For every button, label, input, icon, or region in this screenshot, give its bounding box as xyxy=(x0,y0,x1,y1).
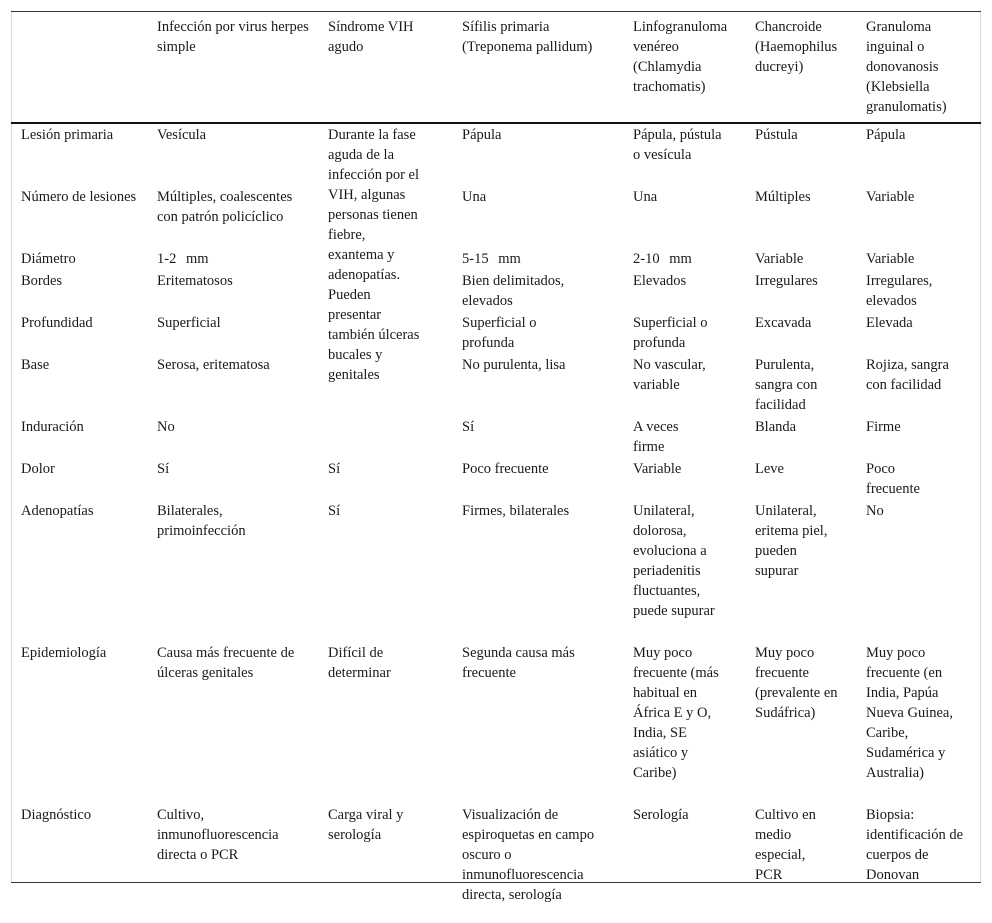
table-cell: No xyxy=(157,419,175,435)
table-cell: Leve xyxy=(755,461,784,477)
table-cell: Cultivo, inmunofluorescencia directa o PCR xyxy=(157,807,279,863)
row-label: Adenopatías xyxy=(21,503,94,519)
header-linfogranuloma: Linfogranuloma venéreo (Chlamydia trachomatis) xyxy=(633,19,728,95)
table-cell: Carga viral y serología xyxy=(328,807,404,843)
table-cell: Blanda xyxy=(755,419,797,435)
table-cell: No purulenta, lisa xyxy=(462,357,566,373)
table-cell: Eritematosos xyxy=(157,273,233,289)
header-sifilis: Sífilis primaria (Treponema pallidum) xyxy=(462,19,593,55)
table-cell: Muy poco frecuente (prevalente en Sudáfrica) xyxy=(755,645,838,721)
table-frame-left xyxy=(11,11,12,883)
table-cell: Pápula xyxy=(462,127,502,143)
row-label: Induración xyxy=(21,419,84,435)
table-cell: Rojiza, sangra con facilidad xyxy=(866,357,949,393)
table-cell: Sí xyxy=(328,503,341,519)
header-vih: Síndrome VIH agudo xyxy=(328,19,414,55)
header-herpes: Infección por virus herpes simple xyxy=(157,19,309,55)
row-label: Profundidad xyxy=(21,315,93,331)
table-cell: Biopsia: identificación de cuerpos de Donovan xyxy=(866,807,964,883)
table-cell: Muy poco frecuente (más habitual en África E y O, India, SE asiático y Caribe) xyxy=(633,645,719,781)
table-cell: 2-10 mm xyxy=(633,251,692,267)
table-cell: Pústula xyxy=(755,127,798,143)
table-cell: Superficial o profunda xyxy=(633,315,708,351)
row-label: Bordes xyxy=(21,273,63,289)
table-cell: Irregulares xyxy=(755,273,818,289)
table-cell: No vascular, variable xyxy=(633,357,706,393)
row-label: Lesión primaria xyxy=(21,127,114,143)
table-cell: Pápula, pústula o vesícula xyxy=(633,127,722,163)
table-cell: Poco frecuente xyxy=(866,461,920,497)
header-granuloma: Granuloma inguinal o donovanosis (Klebsiella granulomatis) xyxy=(866,19,947,115)
row-label: Diámetro xyxy=(21,251,76,267)
row-label: Base xyxy=(21,357,50,373)
table-cell: Bien delimitados, elevados xyxy=(462,273,565,309)
table-top-rule xyxy=(11,11,981,12)
table-cell: Vesícula xyxy=(157,127,207,143)
header-chancroide: Chancroide (Haemophilus ducreyi) xyxy=(755,19,838,75)
table-cell: Unilateral, eritema piel, pueden supurar xyxy=(755,503,828,579)
table-cell: Variable xyxy=(755,251,804,267)
table-cell: Serosa, eritematosa xyxy=(157,357,270,373)
table-cell: Firme xyxy=(866,419,901,435)
table-cell: Causa más frecuente de úlceras genitales xyxy=(157,645,295,681)
table-cell: Visualización de espiroquetas en campo oscuro o inmunofluorescencia directa, serología xyxy=(462,807,595,903)
table-cell: Variable xyxy=(633,461,682,477)
table-cell: Variable xyxy=(866,189,915,205)
table-cell: A veces firme xyxy=(633,419,679,455)
row-label: Número de lesiones xyxy=(21,189,137,205)
table-cell: Variable xyxy=(866,251,915,267)
row-label: Epidemiología xyxy=(21,645,107,661)
table-cell: Cultivo en medio especial, PCR xyxy=(755,807,816,883)
table-cell: Purulenta, sangra con facilidad xyxy=(755,357,818,413)
table-cell: No xyxy=(866,503,884,519)
table-frame-right xyxy=(980,11,981,883)
table-cell: Una xyxy=(462,189,487,205)
table-cell: Múltiples, coalescentes con patrón policíclico xyxy=(157,189,293,225)
table-cell: 1-2 mm xyxy=(157,251,209,267)
table-cell: 5-15 mm xyxy=(462,251,521,267)
header-bottom-rule xyxy=(11,122,981,124)
table-cell: Segunda causa más frecuente xyxy=(462,645,575,681)
table-cell: Una xyxy=(633,189,658,205)
table-cell: Poco frecuente xyxy=(462,461,549,477)
table-cell: Sí xyxy=(462,419,475,435)
table-cell: Excavada xyxy=(755,315,812,331)
row-label: Dolor xyxy=(21,461,55,477)
table-cell: Superficial o profunda xyxy=(462,315,537,351)
table-cell: Firmes, bilaterales xyxy=(462,503,570,519)
table-cell: Elevada xyxy=(866,315,913,331)
table-cell: Serología xyxy=(633,807,689,823)
table-cell: Sí xyxy=(328,461,341,477)
table-cell: Múltiples xyxy=(755,189,811,205)
table-cell: Superficial xyxy=(157,315,221,331)
row-label: Diagnóstico xyxy=(21,807,92,823)
vih-merged-note: Durante la fase aguda de la infección por el VIH, algunas personas tienen fiebre, exantema y adenopatías. Pueden presentar también úlceras bucales y genitales xyxy=(328,127,420,383)
table-cell: Difícil de determinar xyxy=(328,645,391,681)
table-cell: Bilaterales, primoinfección xyxy=(157,503,246,539)
table-cell: Muy poco frecuente (en India, Papúa Nueva Guinea, Caribe, Sudamérica y Australia) xyxy=(866,645,953,781)
table-cell: Pápula xyxy=(866,127,906,143)
table-cell: Irregulares, elevados xyxy=(866,273,933,309)
table-cell: Elevados xyxy=(633,273,687,289)
table-cell: Unilateral, dolorosa, evoluciona a periadenitis fluctuantes, puede supurar xyxy=(633,503,715,619)
table-cell: Sí xyxy=(157,461,170,477)
